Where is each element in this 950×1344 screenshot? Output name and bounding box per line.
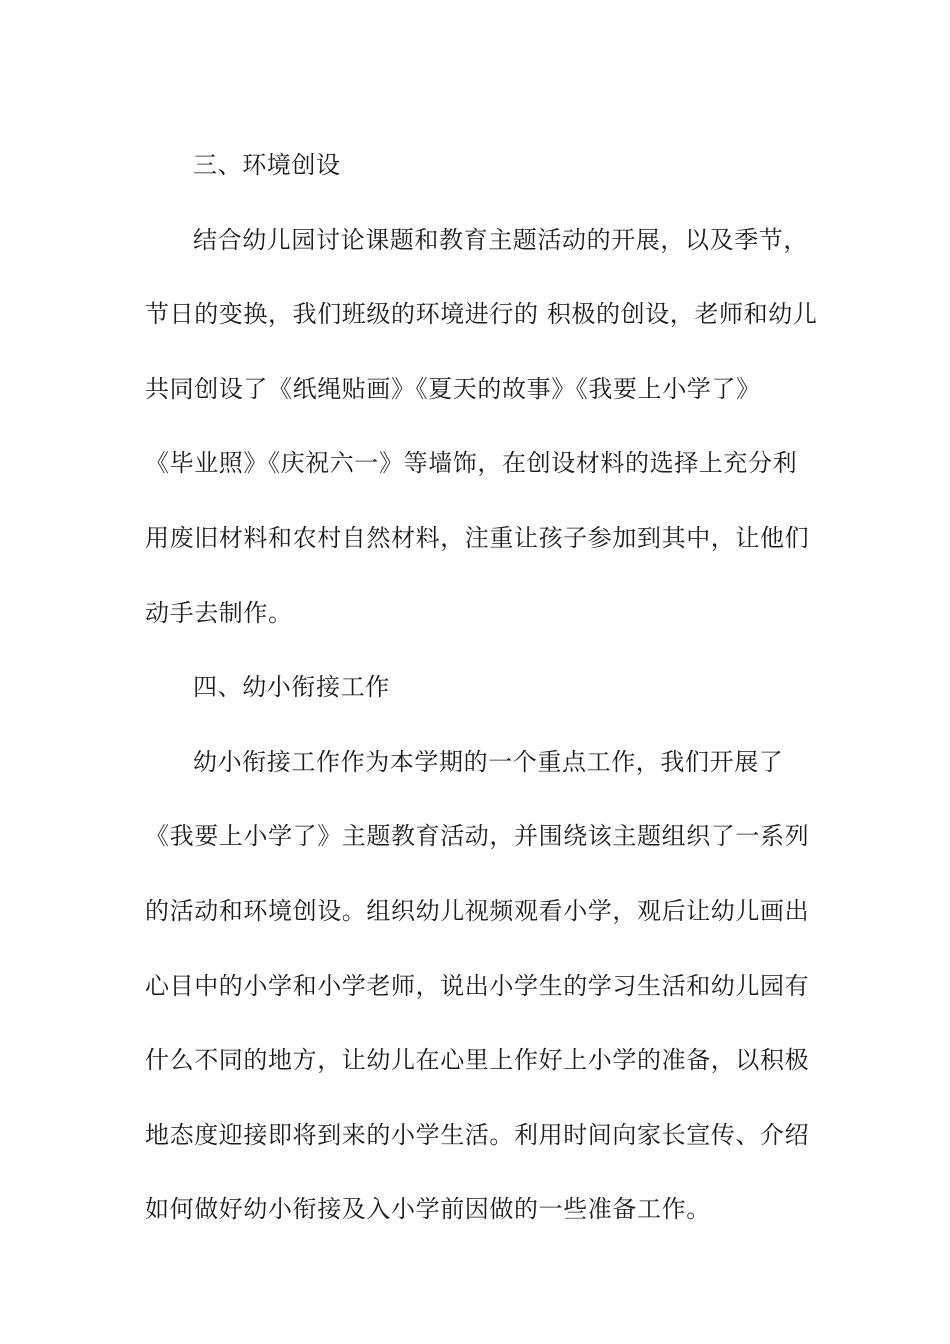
paragraph-line: 如何做好幼小衔接及入小学前因做的一些准备工作。 <box>145 1195 711 1224</box>
paragraph-line: 心目中的小学和小学老师，说出小学生的学习生活和幼儿园有 <box>145 971 810 1000</box>
paragraph-line: 地态度迎接即将到来的小学生活。利用时间向家长宣传、介绍 <box>145 1120 810 1149</box>
section-heading-transition: 四、幼小衔接工作 <box>193 673 390 702</box>
paragraph-line: 用废旧材料和农村自然材料，注重让孩子参加到其中，让他们 <box>145 523 810 552</box>
section-heading-environment: 三、环境创设 <box>193 151 341 179</box>
paragraph-environment <box>145 203 818 651</box>
paragraph-line: 共同创设了《纸绳贴画》《夏天的故事》《我要上小学了》 <box>145 374 761 403</box>
paragraph-line: 幼小衔接工作作为本学期的一个重点工作，我们开展了 <box>193 747 784 776</box>
paragraph-line: 什么不同的地方，让幼儿在心里上作好上小学的准备，以积极 <box>145 1046 810 1075</box>
paragraph-line: 的活动和环境创设。组织幼儿视频观看小学，观后让幼儿画出 <box>145 896 810 925</box>
paragraph-line: 结合幼儿园讨论课题和教育主题活动的开展，以及季节， <box>193 225 808 254</box>
paragraph-line: 《毕业照》《庆祝六一》等墙饰，在创设材料的选择上充分利 <box>145 449 798 478</box>
paragraph-line: 节日的变换，我们班级的环境进行的 积极的创设，老师和幼儿 <box>145 300 818 329</box>
document-body <box>145 128 818 1247</box>
paragraph-line: 《我要上小学了》主题教育活动，并围绕该主题组织了一系列 <box>145 822 810 851</box>
paragraph-line: 动手去制作。 <box>145 598 293 627</box>
paragraph-transition <box>145 725 809 1247</box>
